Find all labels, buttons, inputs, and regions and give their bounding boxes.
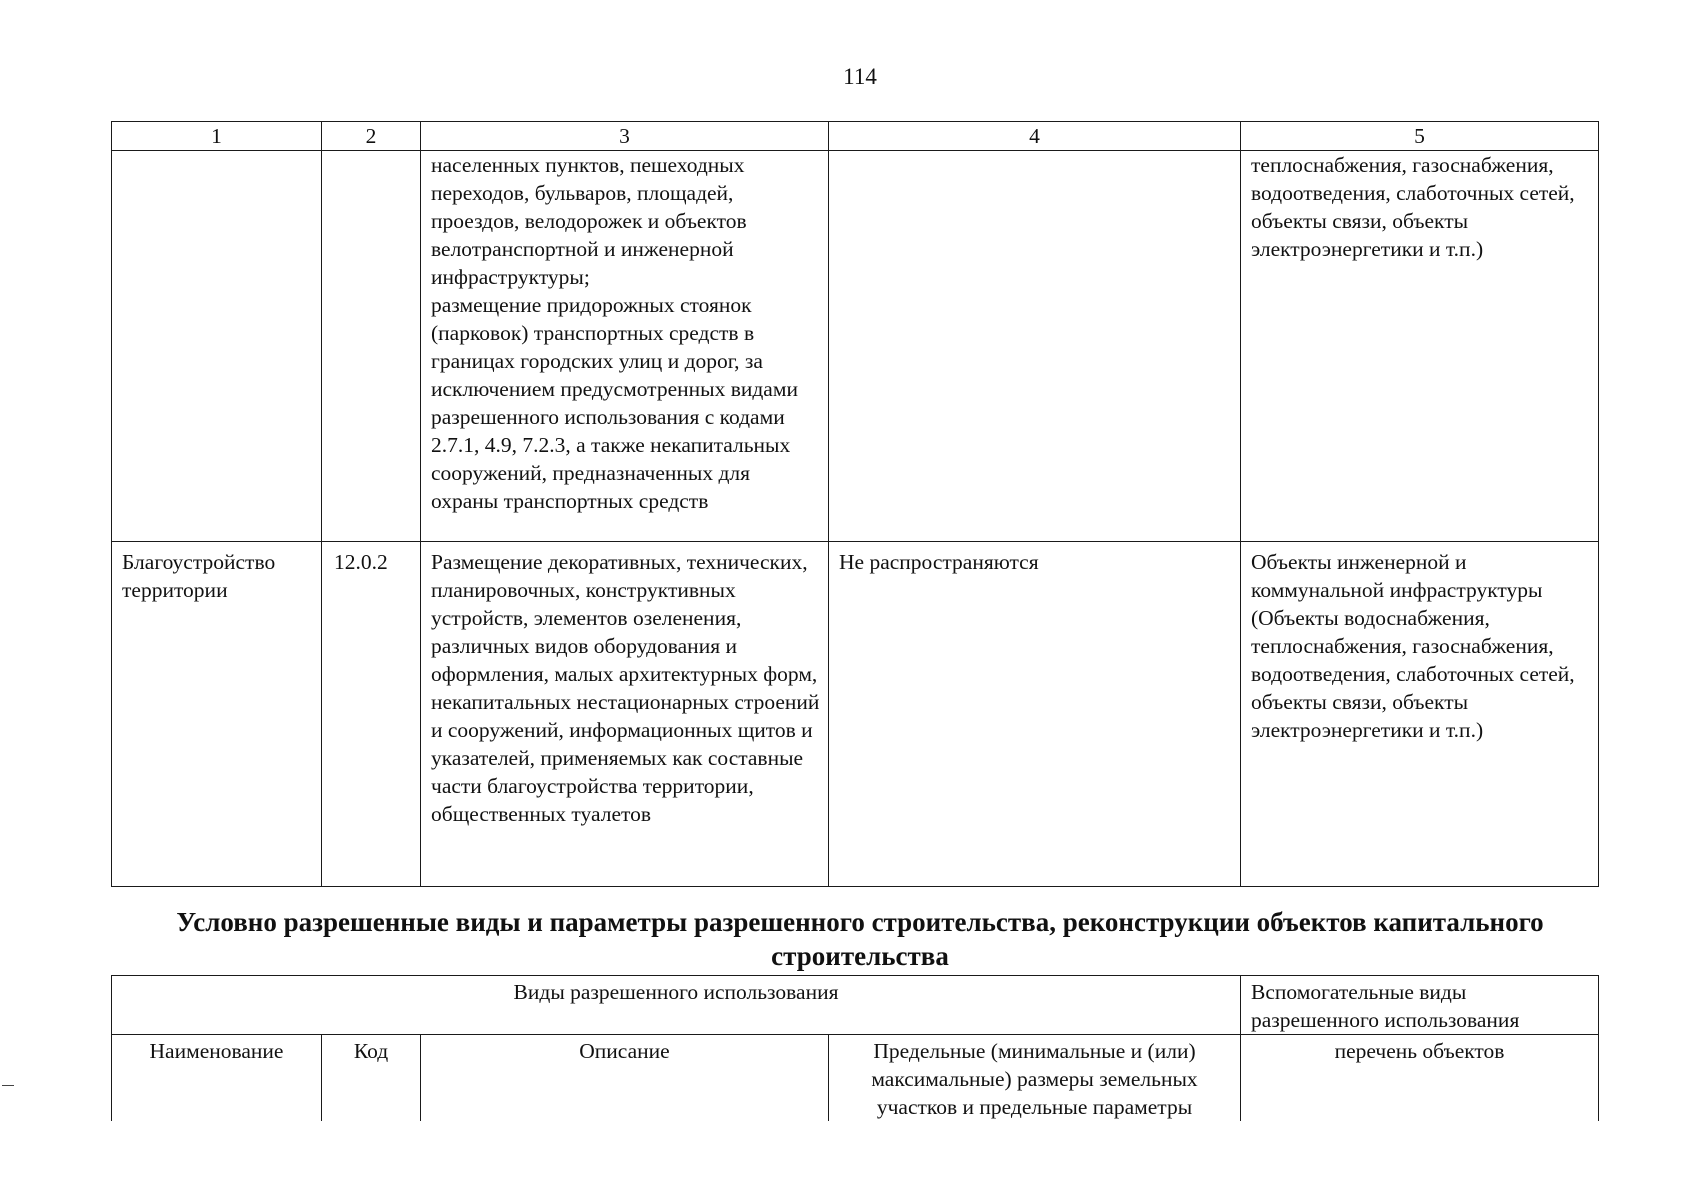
use-name-cell <box>112 151 322 542</box>
column-number: 3 <box>421 122 829 151</box>
name-column-header: Наименование <box>112 1035 322 1122</box>
code-column-header: Код <box>322 1035 421 1122</box>
group-header-row <box>112 976 1599 1035</box>
use-code-cell: 12.0.2 <box>322 542 421 887</box>
column-number-row <box>112 122 1599 151</box>
description-column-header: Описание <box>421 1035 829 1122</box>
auxiliary-uses-cell: теплоснабжения, газоснабжения, водоотведения, слаботочных сетей, объекты связи, объекты электроэнергетики и т.п.) <box>1241 151 1599 542</box>
use-description-cell: населенных пунктов, пешеходных переходов, бульваров, площадей, проездов, велодорожек и объектов велотранспортной и инженерной инфраструктуры; размещение придорожных стоянок (парковок) транспортных средств в границах городских улиц и дорог, за исключением предусмотренных видами разрешенного использования с кодами 2.7.1, 4.9, 7.2.3, а также некапитальных сооружений, предназначенных для охраны транспортных средств <box>421 151 829 542</box>
permitted-uses-group-header: Виды разрешенного использования <box>112 976 1241 1035</box>
conditional-uses-table-header <box>111 975 1599 1121</box>
use-description-cell: Размещение декоративных, технических, планировочных, конструктивных устройств, элементов озеленения, различных видов оборудования и оформления, малых архитектурных форм, некапитальных нестационарных строений и сооружений, информационных щитов и указателей, применяемых как составные части благоустройства территории, общественных туалетов <box>421 542 829 887</box>
permitted-uses-table <box>111 121 1599 887</box>
margin-mark <box>2 1085 14 1086</box>
page-number: 114 <box>843 64 877 89</box>
table-row <box>112 151 1599 542</box>
column-number: 5 <box>1241 122 1599 151</box>
parameters-column-header: Предельные (минимальные и (или) максимальные) размеры земельных участков и предельные параметры <box>829 1035 1241 1122</box>
column-header-row <box>112 1035 1599 1122</box>
object-list-column-header: перечень объектов <box>1241 1035 1599 1122</box>
auxiliary-uses-cell: Объекты инженерной и коммунальной инфраструктуры (Объекты водоснабжения, теплоснабжения, газоснабжения, водоотведения, слаботочных сетей, объекты связи, объекты электроэнергетики и т.п.) <box>1241 542 1599 887</box>
use-name-cell: Благоустройство территории <box>112 542 322 887</box>
table-row <box>112 542 1599 887</box>
column-number: 2 <box>322 122 421 151</box>
column-number: 1 <box>112 122 322 151</box>
section-title: Условно разрешенные виды и параметры разрешенного строительства, реконструкции объектов капитального строительства <box>176 907 1544 971</box>
parameters-cell: Не распространяются <box>829 542 1241 887</box>
parameters-cell <box>829 151 1241 542</box>
use-code-cell <box>322 151 421 542</box>
auxiliary-uses-header: Вспомогательные виды разрешенного использования <box>1241 976 1599 1035</box>
column-number: 4 <box>829 122 1241 151</box>
